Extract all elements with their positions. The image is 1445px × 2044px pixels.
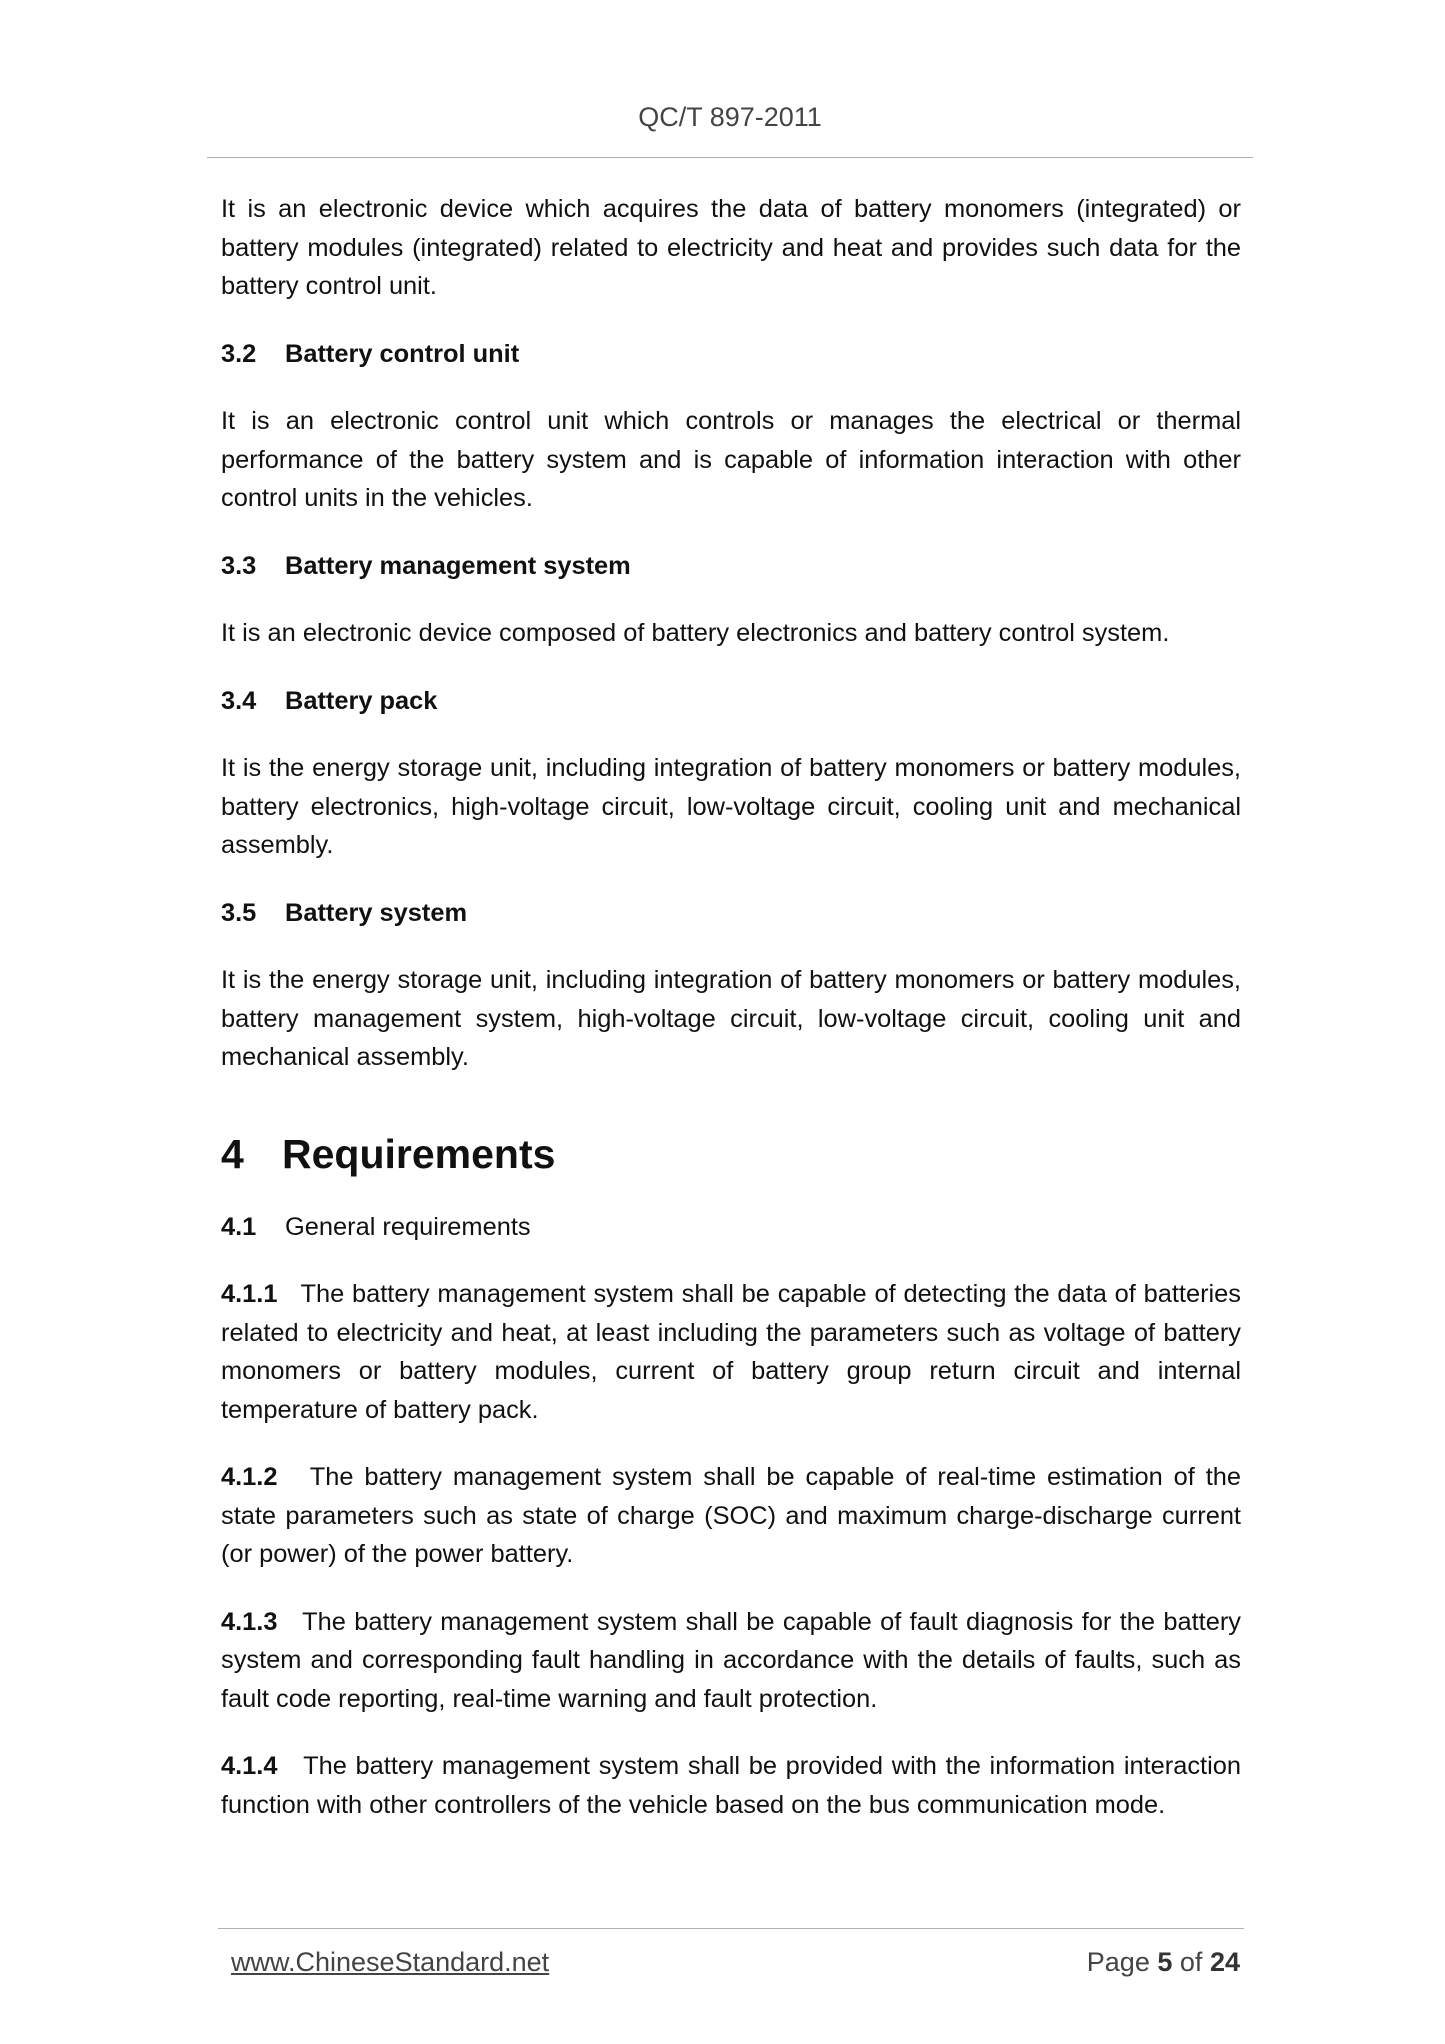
section-title: Battery system — [285, 898, 468, 927]
clause-number: 4.1.4 — [221, 1752, 278, 1780]
subsection-title: General requirements — [285, 1212, 531, 1241]
section-title: Battery management system — [285, 551, 631, 580]
page-indicator — [1087, 1947, 1240, 1978]
section-number: 3.3 — [221, 551, 257, 580]
clause-text: The battery management system shall be capable of fault diagnosis for the battery system and corresponding fault handling in accordance with the details of faults, such as fault code reporting, real-time warning and fault protection. — [221, 1607, 1241, 1713]
section-heading-3-5 — [221, 894, 1241, 933]
intro-paragraph: It is an electronic device which acquires the data of battery monomers (integrated) or battery modules (integrated) related to electricity and heat and provides such data for the battery control unit. — [221, 195, 1241, 300]
clause-number: 4.1.2 — [221, 1463, 278, 1491]
clause-4-1-1 — [221, 1275, 1241, 1429]
section-body-3-2: It is an electronic control unit which controls or manages the electrical or thermal performance of the battery system and is capable of information interaction with other control units in the vehicles. — [221, 407, 1241, 512]
clause-text: The battery management system shall be provided with the information interaction function with other controllers of the vehicle based on the bus communication mode. — [221, 1752, 1241, 1819]
chapter-number: 4 — [221, 1130, 244, 1177]
section-body-3-3: It is an electronic device composed of battery electronics and battery control system. — [221, 619, 1170, 647]
clause-number: 4.1.3 — [221, 1607, 278, 1636]
section-body-3-5: It is the energy storage unit, including integration of battery monomers or battery modules, battery management system, high-voltage circuit, low-voltage circuit, cooling unit and mechanical assembly. — [221, 966, 1241, 1071]
section-heading-3-3 — [221, 547, 1241, 586]
chapter-title: Requirements — [282, 1130, 556, 1177]
footer-divider — [218, 1928, 1244, 1929]
page-current: 5 — [1157, 1947, 1173, 1977]
section-number: 3.4 — [221, 686, 257, 715]
section-number: 3.2 — [221, 339, 257, 368]
page-header: QC/T 897-2011 — [638, 102, 822, 132]
clause-text: The battery management system shall be capable of detecting the data of batteries related to electricity and heat, at least including the parameters such as voltage of battery monomers or battery modules, current of battery group return circuit and internal temperature of battery pack. — [221, 1280, 1241, 1424]
header-divider — [207, 157, 1253, 158]
website-link[interactable]: www.ChineseStandard.net — [231, 1947, 550, 1977]
subsection-number: 4.1 — [221, 1212, 257, 1241]
page-total: 24 — [1209, 1947, 1240, 1977]
chapter-heading — [221, 1129, 1241, 1179]
clause-4-1-3 — [221, 1603, 1241, 1719]
section-body-3-4: It is the energy storage unit, including integration of battery monomers or battery modules, battery electronics, high-voltage circuit, low-voltage circuit, cooling unit and mechanical assembly. — [221, 754, 1241, 859]
subsection-heading — [221, 1208, 1241, 1247]
page-prefix: Page — [1086, 1947, 1150, 1977]
clause-number: 4.1.1 — [221, 1280, 278, 1308]
section-title: Battery pack — [285, 686, 438, 715]
section-title: Battery control unit — [285, 339, 520, 368]
clause-4-1-4 — [221, 1747, 1241, 1824]
clause-4-1-2 — [221, 1458, 1241, 1574]
document-body — [221, 190, 1241, 1824]
page-of: of — [1179, 1947, 1203, 1977]
section-heading-3-2 — [221, 335, 1241, 374]
section-number: 3.5 — [221, 898, 257, 927]
section-heading-3-4 — [221, 682, 1241, 721]
clause-text: The battery management system shall be capable of real-time estimation of the state parameters such as state of charge (SOC) and maximum charge-discharge current (or power) of the power battery. — [221, 1463, 1241, 1568]
